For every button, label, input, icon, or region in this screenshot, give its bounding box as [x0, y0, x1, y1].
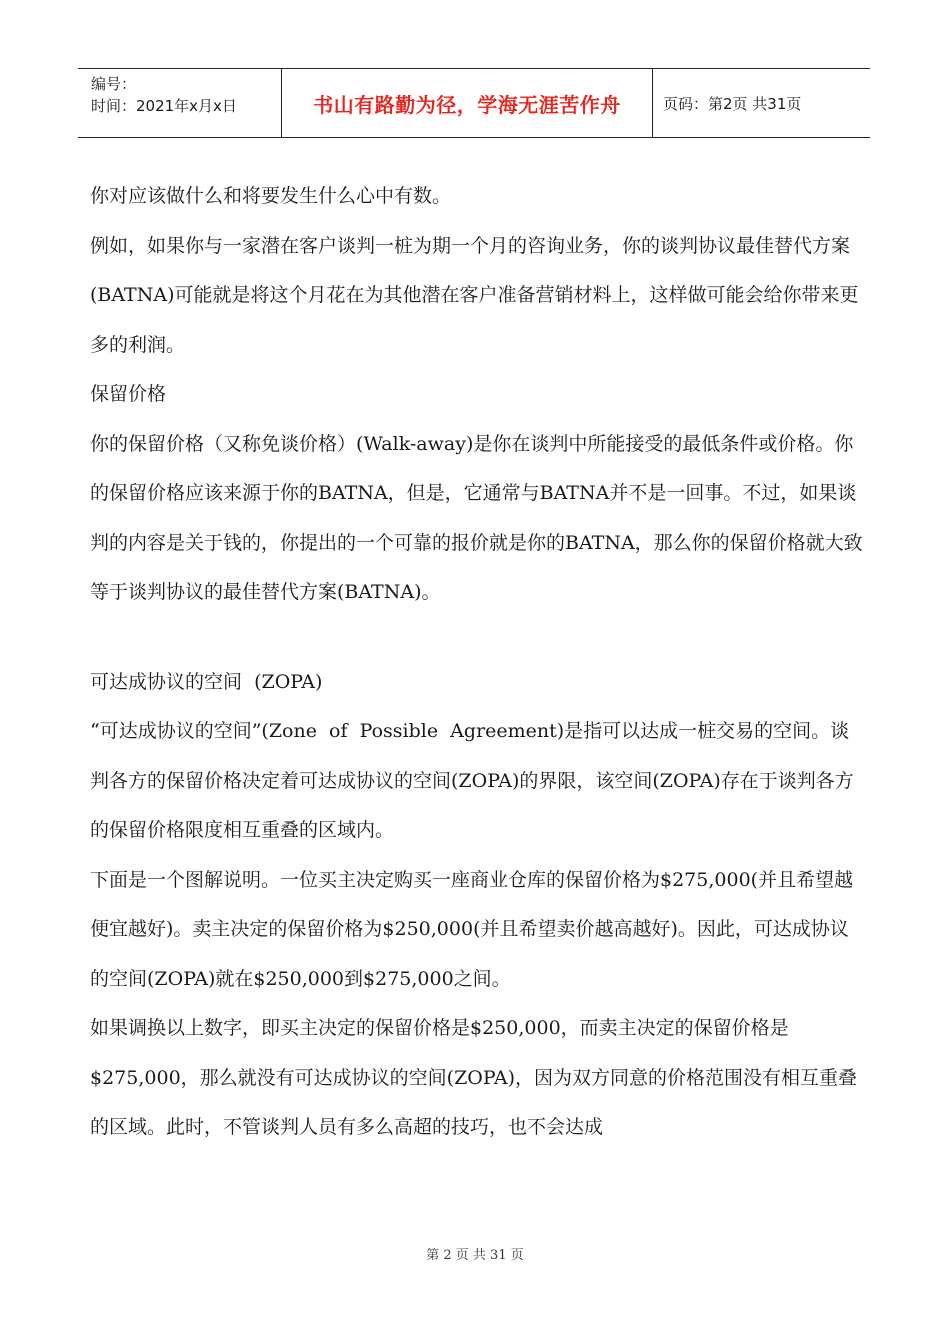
body-paragraph: 例如，如果你与一家潜在客户谈判一桩为期一个月的咨询业务，你的谈判协议最佳替代方案(BATNA)可能就是将这个月花在为其他潜在客户准备营销材料上，这样做可能会给你带来更多的利润。	[90, 234, 859, 356]
header-motto: 书山有路勤为径，学海无涯苦作舟	[281, 69, 653, 137]
document-date-label: 时间：2021年x月x日	[91, 97, 237, 115]
paragraph-spacer	[90, 618, 865, 658]
page-footer: 第 2 页 共 31 页	[426, 1248, 524, 1263]
document-number-label: 编号：	[91, 75, 137, 93]
page-header	[78, 68, 870, 138]
body-paragraph: 下面是一个图解说明。一位买主决定购买一座商业仓库的保留价格为$275,000(并且希望越便宜越好)。卖主决定的保留价格为$250,000(并且希望卖价越高越好)。因此，可达成协议的空间(ZOPA)就在$250,000到$275,000之间。	[90, 868, 854, 990]
body-paragraph: 你的保留价格（又称免谈价格）(Walk-away)是你在谈判中所能接受的最低条件或价格。你的保留价格应该来源于你的BATNA，但是，它通常与BATNA并不是一回事。不过，如果谈判的内容是关于钱的，你提出的一个可靠的报价就是你的BATNA，那么你的保留价格就大致等于谈判协议的最佳替代方案(BATNA)。	[90, 432, 863, 603]
section-heading-reservation-price: 保留价格	[90, 383, 167, 405]
header-page-code: 页码：第2页 共31页	[663, 94, 802, 113]
document-body	[90, 172, 865, 1153]
section-heading-zopa: 可达成协议的空间 (ZOPA)	[90, 670, 323, 693]
body-paragraph: 你对应该做什么和将要发生什么心中有数。	[90, 185, 452, 207]
header-info	[78, 69, 281, 137]
body-paragraph: “可达成协议的空间”(Zone of Possible Agreement)是指可以达成一桩交易的空间。谈判各方的保留价格决定着可达成协议的空间(ZOPA)的界限，该空间(ZOPA)存在于谈判各方的保留价格限度相互重叠的区域内。	[90, 720, 854, 841]
body-paragraph: 如果调换以上数字，即买主决定的保留价格是$250,000，而卖主决定的保留价格是$275,000，那么就没有可达成协议的空间(ZOPA)，因为双方同意的价格范围没有相互重叠的区域。此时，不管谈判人员有多么高超的技巧，也不会达成	[90, 1017, 858, 1138]
